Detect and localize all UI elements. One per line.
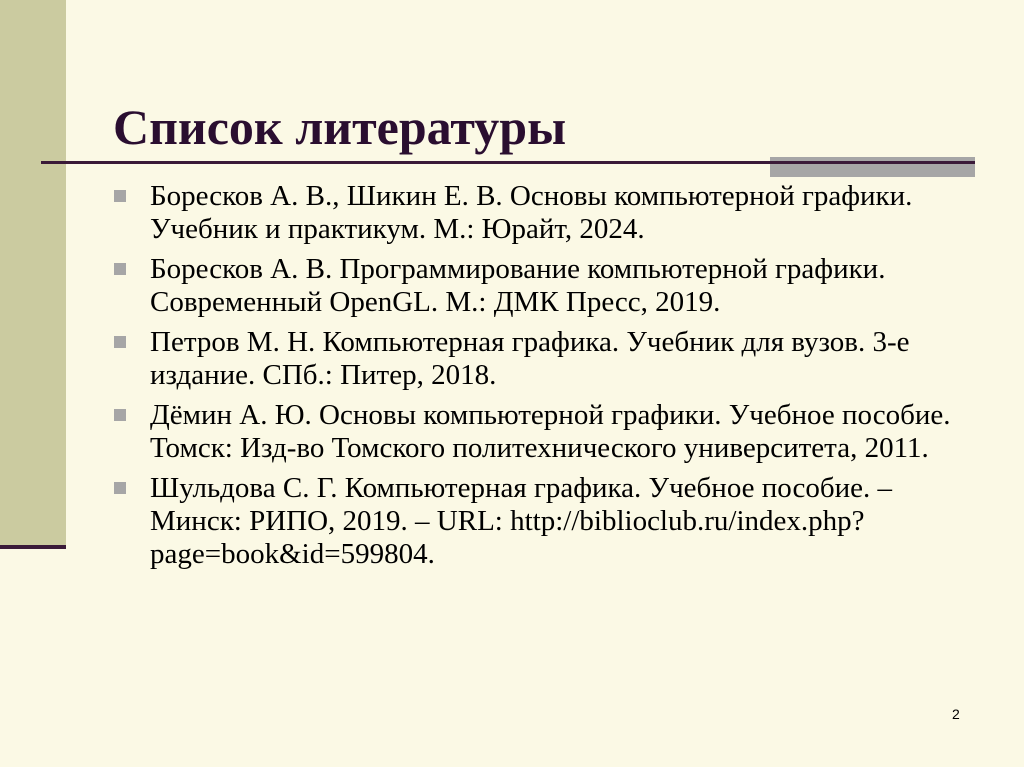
title-rule-accent-bar <box>770 157 975 177</box>
square-bullet-icon <box>114 482 126 494</box>
reference-text: Боресков А. В., Шикин Е. В. Основы компьютерной графики. Учебник и практикум. М.: Юрайт, 2024. <box>150 180 913 245</box>
reference-list <box>113 180 983 578</box>
reference-item <box>113 472 983 571</box>
reference-text: Петров М. Н. Компьютерная графика. Учебник для вузов. 3-е издание. СПб.: Питер, 2018. <box>150 326 910 391</box>
slide-title: Список литературы <box>113 98 567 155</box>
square-bullet-icon <box>114 336 126 348</box>
reference-item <box>113 399 983 465</box>
square-bullet-icon <box>114 409 126 421</box>
reference-item <box>113 326 983 392</box>
reference-item <box>113 253 983 319</box>
reference-item <box>113 180 983 246</box>
left-band-rule <box>0 545 66 549</box>
square-bullet-icon <box>114 263 126 275</box>
left-decorative-band <box>0 0 66 548</box>
square-bullet-icon <box>114 190 126 202</box>
reference-text: Дёмин А. Ю. Основы компьютерной графики. Учебное пособие. Томск: Изд-во Томского политехнического университета, 2011. <box>150 399 951 464</box>
reference-text: Шульдова С. Г. Компьютерная графика. Учебное пособие. – Минск: РИПО, 2019. – URL: http://biblioclub.ru/index.php?page=book&id=599804. <box>150 472 893 570</box>
page-number: 2 <box>952 706 960 722</box>
reference-text: Боресков А. В. Программирование компьютерной графики. Современный OpenGL. М.: ДМК Пресс, 2019. <box>150 253 886 318</box>
